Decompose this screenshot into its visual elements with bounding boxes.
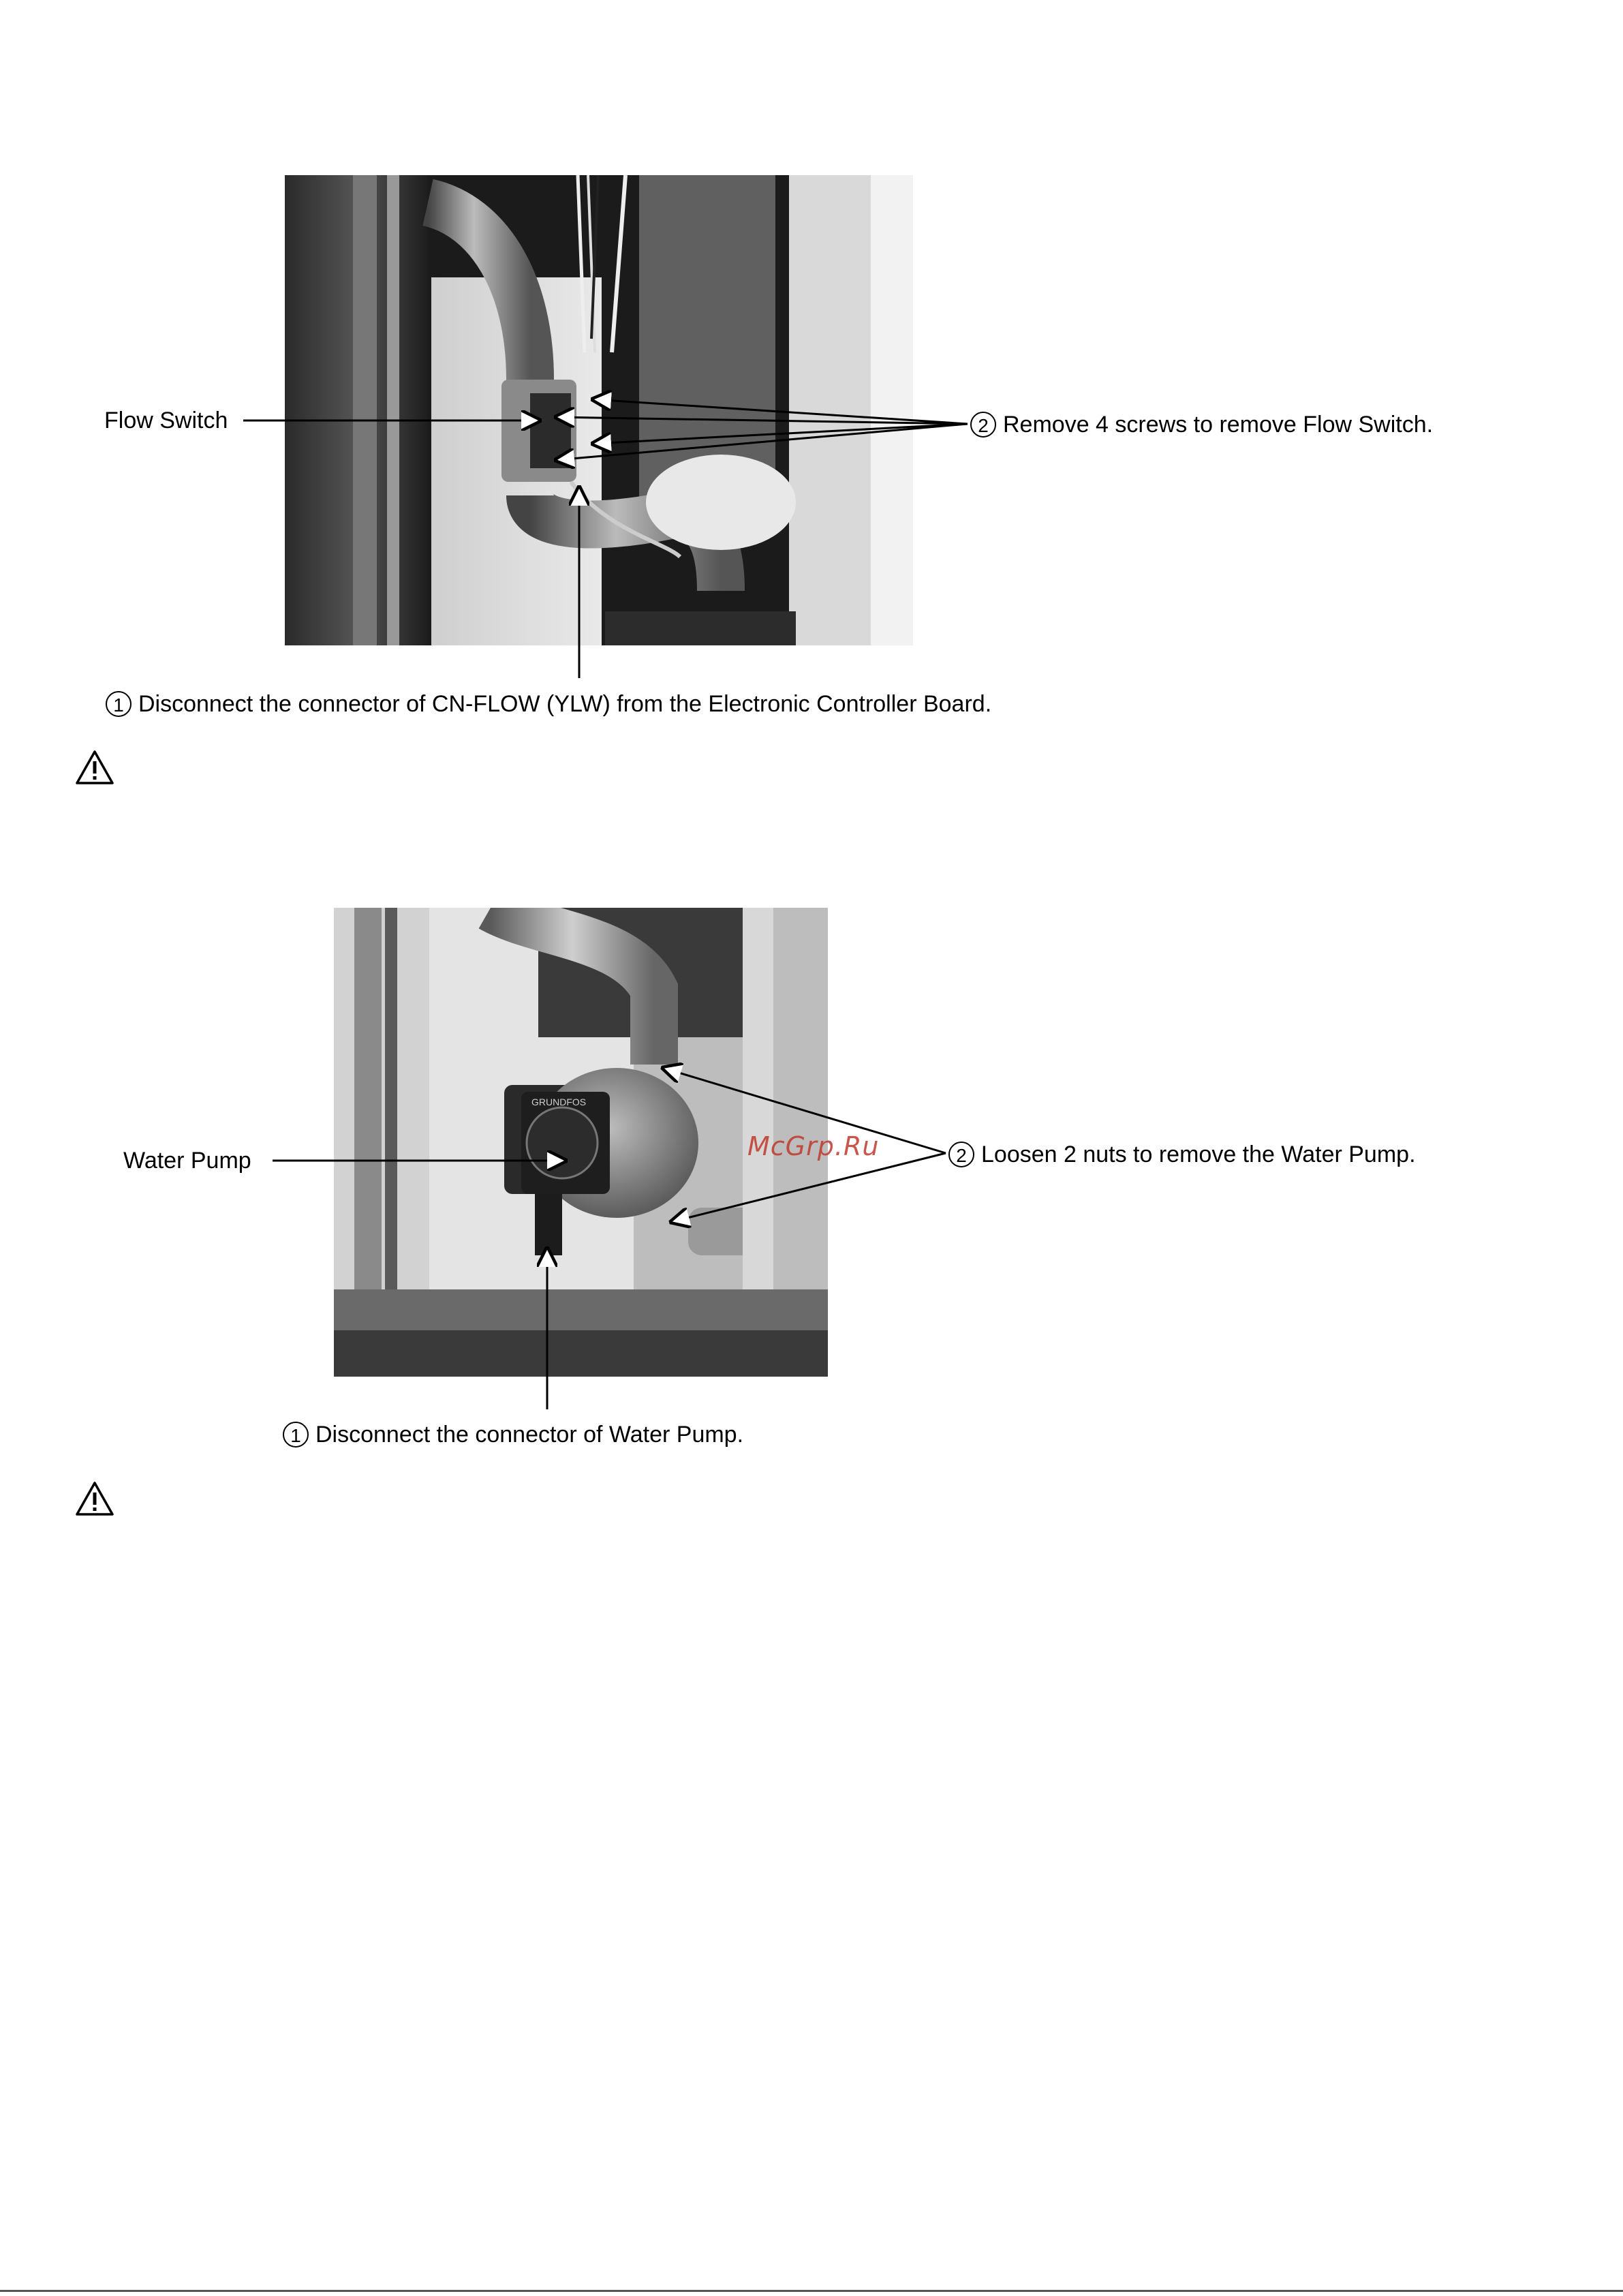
step1-number: 1 (283, 1422, 309, 1448)
step2-number: 2 (970, 412, 996, 438)
flow-switch-label-text: Flow Switch (104, 408, 228, 433)
footer-rule (0, 2290, 1623, 2292)
pump-brand-text: GRUNDFOS (531, 1097, 587, 1107)
step1-text: Disconnect the connector of CN-FLOW (YLW) from the Electronic Controller Board. (138, 691, 992, 718)
step1-number: 1 (106, 691, 132, 717)
step1-text: Disconnect the connector of Water Pump. (315, 1422, 744, 1448)
step2-text: Loosen 2 nuts to remove the Water Pump. (981, 1142, 1416, 1168)
flow-switch-step2 (970, 410, 1433, 438)
flow-switch-screw-arrows (556, 399, 968, 460)
flow-switch-label (104, 407, 228, 434)
water-pump-step2 (948, 1139, 1416, 1168)
step2-text: Remove 4 screws to remove Flow Switch. (1003, 412, 1434, 438)
step2-number: 2 (948, 1142, 974, 1167)
flow-switch-step1 (106, 689, 991, 718)
water-pump-label-text: Water Pump (123, 1148, 251, 1174)
water-pump-step1 (283, 1420, 743, 1448)
warning-triangle-icon (75, 750, 114, 785)
warning-triangle-icon (75, 1481, 114, 1516)
watermark-text: McGrp.Ru (747, 1131, 880, 1161)
water-pump-label (123, 1147, 251, 1174)
